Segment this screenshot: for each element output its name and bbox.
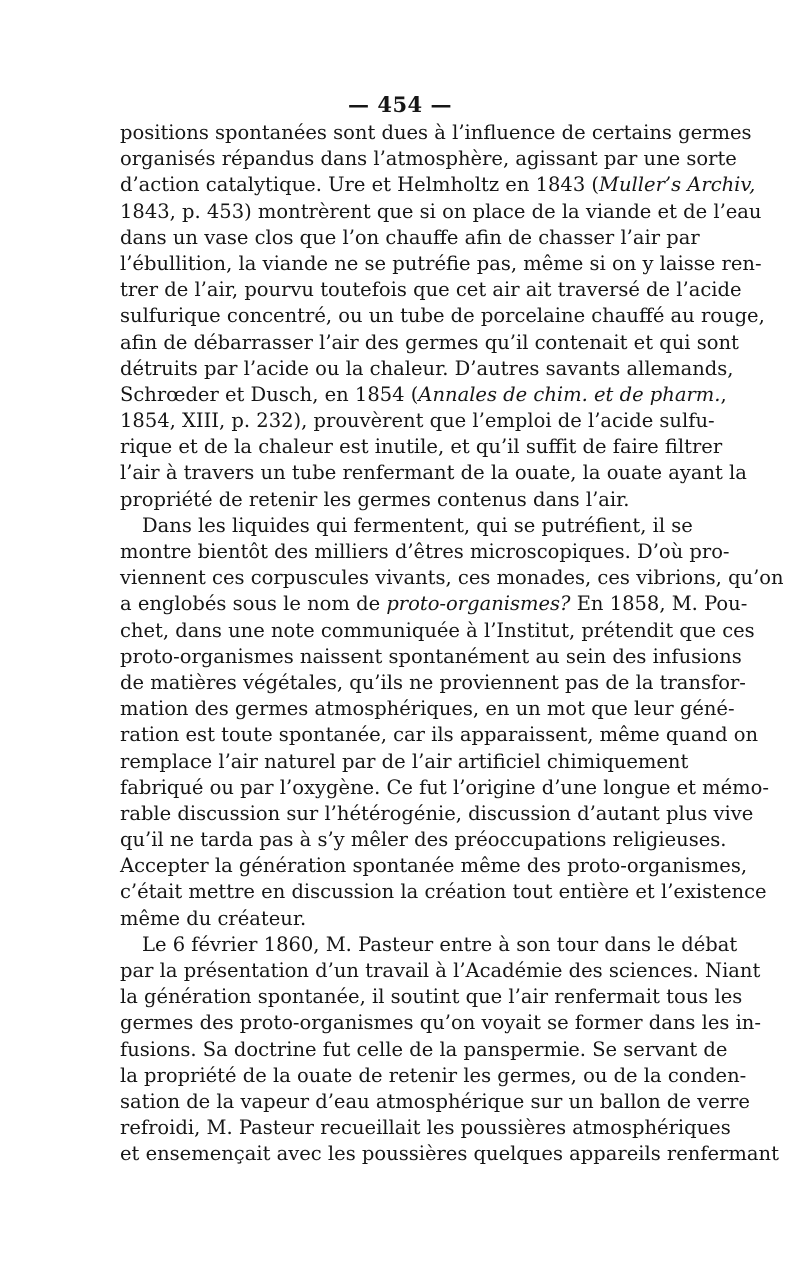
text-line xyxy=(120,408,715,434)
text-run: l’ébullition, la viande ne se putréfie pas, même si on y laisse ren- xyxy=(120,251,762,275)
body-text xyxy=(120,120,784,1168)
text-line xyxy=(120,591,748,617)
text-run: remplace l’air naturel par de l’air artificiel chimiquement xyxy=(120,749,689,773)
text-line xyxy=(120,172,756,198)
italic-text-run: Annales de chim. et de pharm. xyxy=(418,382,721,406)
text-line xyxy=(120,958,761,984)
text-line xyxy=(120,1089,750,1115)
italic-text-run: proto-organismes? xyxy=(386,592,571,616)
text-line xyxy=(120,670,746,696)
text-run: trer de l’air, pourvu toutefois que cet air ait traversé de l’acide xyxy=(120,278,742,302)
text-line xyxy=(120,303,765,329)
text-run: et ensemençait avec les poussières quelques appareils renfermant xyxy=(120,1142,779,1166)
text-run: propriété de retenir les germes contenus dans l’air. xyxy=(120,487,630,511)
text-line xyxy=(120,120,752,146)
text-run: fabriqué ou par l’oxygène. Ce fut l’origine d’une longue et mémo- xyxy=(120,775,769,799)
text-run: qu’il ne tarda pas à s’y mêler des préoccupations religieuses. xyxy=(120,828,727,852)
text-line xyxy=(120,722,759,748)
text-run: dans un vase clos que l’on chauffe afin de chasser l’air par xyxy=(120,225,700,249)
text-run: l’air à travers un tube renfermant de la ouate, la ouate ayant la xyxy=(120,461,747,485)
text-run: de matières végétales, qu’ils ne proviennent pas de la transfor- xyxy=(120,670,746,694)
text-run: fusions. Sa doctrine fut celle de la panspermie. Se servant de xyxy=(120,1037,728,1061)
text-line xyxy=(120,618,755,644)
text-run: par la présentation d’un travail à l’Académie des sciences. Niant xyxy=(120,959,761,982)
text-line xyxy=(120,827,727,853)
text-run: En 1858, M. Pou- xyxy=(570,592,748,616)
text-run: c’était mettre en discussion la création tout entière et l’existence xyxy=(120,880,767,904)
text-line xyxy=(120,879,767,905)
italic-text-run: Muller’s Archiv, xyxy=(599,173,756,197)
text-run: , xyxy=(720,382,727,406)
text-run: 1843, p. 453) montrèrent que si on place de la viande et de l’eau xyxy=(120,199,762,223)
paragraph xyxy=(120,120,765,513)
text-line xyxy=(120,356,734,382)
text-line xyxy=(120,251,762,277)
text-line xyxy=(120,565,784,591)
text-line xyxy=(120,146,737,172)
text-run: positions spontanées sont dues à l’influence de certains germes xyxy=(120,121,752,144)
text-line xyxy=(120,1010,761,1036)
text-run: la propriété de la ouate de retenir les germes, ou de la conden- xyxy=(120,1063,747,1087)
text-line xyxy=(120,277,742,303)
text-run: même du créateur. xyxy=(120,906,307,930)
text-line xyxy=(120,434,723,460)
text-line xyxy=(120,749,689,775)
paragraph xyxy=(120,932,779,1168)
text-run: d’action catalytique. Ure et Helmholtz en 1843 ( xyxy=(120,173,600,197)
text-line xyxy=(120,932,738,958)
text-run: sation de la vapeur d’eau atmosphérique sur un ballon de verre xyxy=(120,1089,750,1113)
text-line xyxy=(120,1037,728,1063)
text-run: Schrœder et Dusch, en 1854 ( xyxy=(120,382,419,406)
text-line xyxy=(120,382,727,408)
text-line xyxy=(120,853,748,879)
page-number: — 454 — xyxy=(348,92,452,117)
text-run: chet, dans une note communiquée à l’Institut, prétendit que ces xyxy=(120,618,755,642)
text-run: mation des germes atmosphériques, en un mot que leur géné- xyxy=(120,697,735,721)
text-run: ration est toute spontanée, car ils apparaissent, même quand on xyxy=(120,723,759,747)
text-line xyxy=(120,487,680,513)
text-line xyxy=(120,460,747,486)
text-run: viennent ces corpuscules vivants, ces monades, ces vibrions, qu’on xyxy=(120,566,784,590)
text-line xyxy=(120,801,754,827)
text-run: rable discussion sur l’hétérogénie, discussion d’autant plus vive xyxy=(120,801,754,825)
text-line xyxy=(120,644,742,670)
text-line xyxy=(120,199,762,225)
text-run: 1854, XIII, p. 232), prouvèrent que l’emploi de l’acide sulfu- xyxy=(120,409,715,433)
text-run: Le 6 février 1860, M. Pasteur entre à son tour dans le débat xyxy=(142,932,738,956)
paragraph xyxy=(120,513,784,932)
text-line xyxy=(120,906,680,932)
text-run: montre bientôt des milliers d’êtres microscopiques. D’où pro- xyxy=(120,540,730,563)
text-run: détruits par l’acide ou la chaleur. D’autres savants allemands, xyxy=(120,356,734,380)
text-run: Dans les liquides qui fermentent, qui se putréfient, il se xyxy=(142,513,693,537)
text-run: rique et de la chaleur est inutile, et qu’il suffit de faire filtrer xyxy=(120,435,723,459)
text-line xyxy=(120,775,769,801)
text-line xyxy=(120,225,700,251)
text-line xyxy=(120,330,739,356)
text-line xyxy=(120,513,693,539)
text-run: refroidi, M. Pasteur recueillait les poussières atmosphériques xyxy=(120,1116,731,1140)
text-line xyxy=(120,984,743,1010)
text-run: la génération spontanée, il soutint que l’air renfermait tous les xyxy=(120,985,743,1009)
text-run: organisés répandus dans l’atmosphère, agissant par une sorte xyxy=(120,147,737,171)
text-run: afin de débarrasser l’air des germes qu’il contenait et qui sont xyxy=(120,330,739,354)
text-line xyxy=(120,1115,731,1141)
text-line xyxy=(120,696,735,722)
text-line xyxy=(120,1141,779,1167)
text-run: germes des proto-organismes qu’on voyait se former dans les in- xyxy=(120,1011,761,1035)
text-run: Accepter la génération spontanée même des proto-organismes, xyxy=(120,854,748,878)
text-run: sulfurique concentré, ou un tube de porcelaine chauffé au rouge, xyxy=(120,304,765,328)
text-run: a englobés sous le nom de xyxy=(120,592,387,616)
text-line xyxy=(120,539,730,565)
text-line xyxy=(120,1063,747,1089)
text-run: proto-organismes naissent spontanément au sein des infusions xyxy=(120,644,742,668)
